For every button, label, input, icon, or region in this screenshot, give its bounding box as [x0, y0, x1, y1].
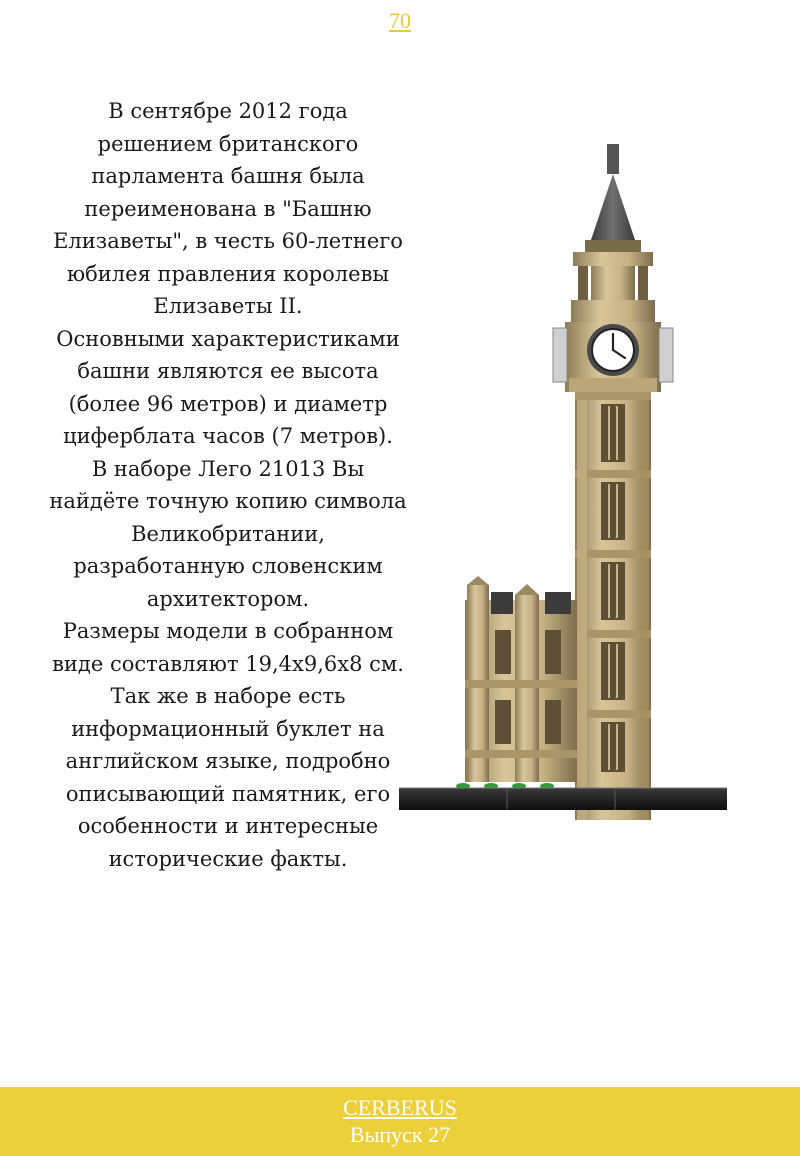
paragraph-characteristics: Основными характеристиками башни являются ее высота (более 96 метров) и диаметр циферблата часов (7 метров). [56, 326, 400, 448]
belfry [571, 252, 655, 322]
article-text [48, 95, 408, 875]
tower-shaft [575, 392, 651, 820]
cerberus-link[interactable]: CERBERUS [343, 1095, 457, 1120]
paragraph-dimensions: Размеры модели в собранном виде составляют 19,4х9,6х8 см. [52, 619, 404, 676]
parliament-wing [465, 576, 577, 782]
base-plate [399, 788, 727, 810]
paragraph-set-21013: В наборе Лего 21013 Вы найдёте точную копию символа Великобритании, разработанную словенским архитектором. [49, 456, 407, 611]
paragraph-renaming: В сентябре 2012 года решением британского парламента башня была переименована в "Башню Елизаветы", в честь 60-летнего юбилея правления королевы Елизаветы II. [53, 99, 403, 318]
clock-section [553, 322, 673, 392]
paragraph-booklet: Так же в наборе есть информационный буклет на английском языке, подробно описывающий памятник, его особенности и интересные исторические факты. [65, 684, 391, 871]
issue-label: Выпуск 27 [349, 1122, 451, 1147]
footer-bar [0, 1087, 800, 1156]
page-number-link[interactable]: 70 [389, 8, 411, 33]
big-ben-lego-model-image [395, 140, 730, 820]
spire [585, 144, 641, 254]
